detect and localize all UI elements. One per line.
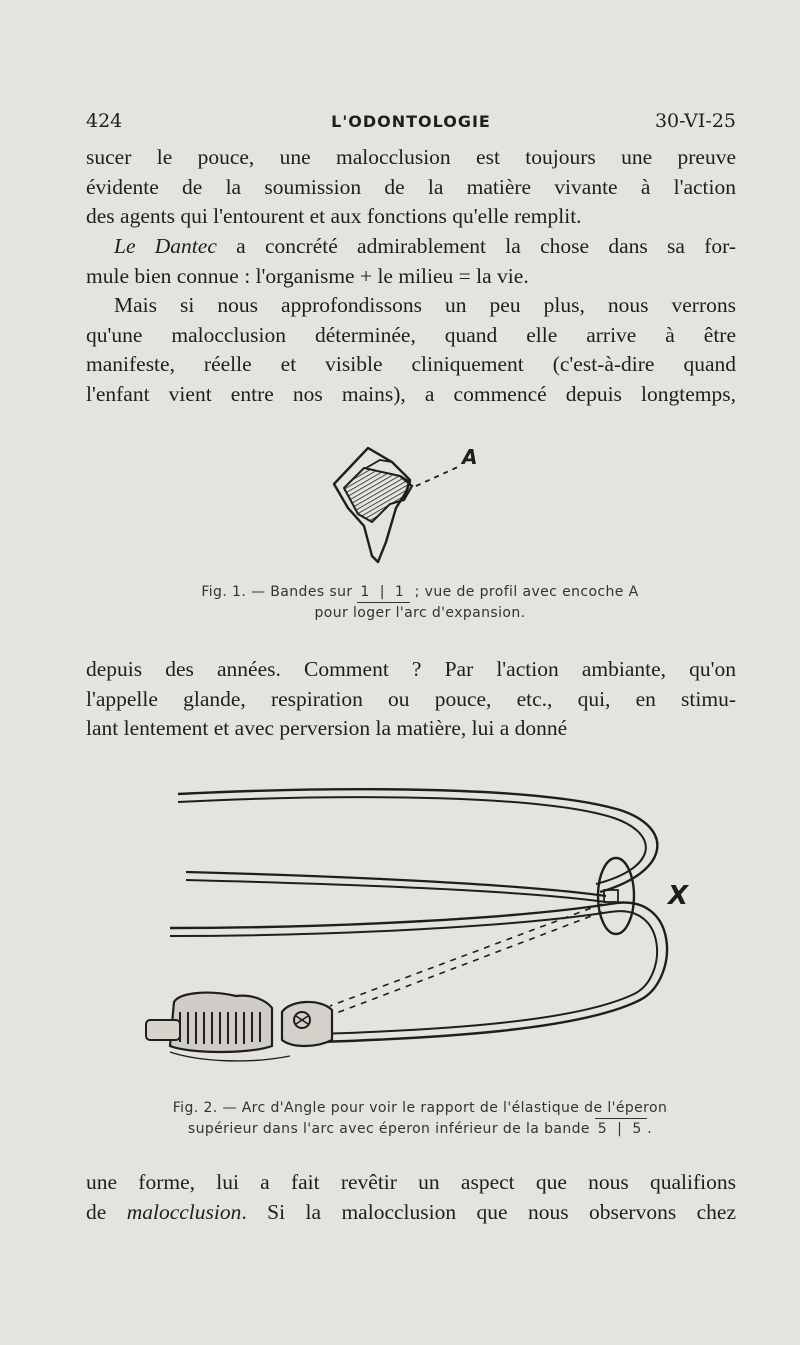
text-run: . Si la malocclusion que nous observons chez [241,1199,736,1224]
caption-line [110,1118,730,1139]
text-line: Mais si nous approfondissons un peu plus, nous verrons [114,293,736,317]
caption-line [150,582,690,603]
text-line: depuis des années. Comment ? Par l'action ambiante, qu'on [86,657,736,681]
italic-term: malocclusion [126,1199,242,1224]
text-line: sucer le pouce, une malocclusion est toujours une preuve [86,145,736,169]
figure-1-drawing [320,438,520,568]
paragraph-2 [86,232,736,291]
caption-text: Fig. 1. — Bandes sur [201,584,358,600]
figure-2-label-x: X [668,881,689,911]
running-head [86,110,736,136]
figure-2-caption [110,1098,730,1139]
text-line [86,1198,736,1228]
tooth-notation: 5 | 5 [595,1118,647,1139]
text-line: qu'une malocclusion déterminée, quand elle arrive à être [86,322,736,347]
text-run: de [86,1199,127,1224]
text-line: évidente de la soumission de la matière vivante à l'action [86,174,736,199]
text-line: des agents qui l'entourent et aux fonctions qu'elle remplit. [86,204,582,228]
paragraph-4 [86,655,736,744]
paragraph-3 [86,291,736,409]
paragraph-1 [86,143,736,232]
text-line [86,232,736,262]
text-line: l'enfant vient entre nos mains), a commencé depuis longtemps, [86,381,736,406]
text-line: lant lentement et avec perversion la matière, lui a donné [86,716,568,740]
figure-1-label-a: A [462,445,478,469]
text-line: l'appelle glande, respiration ou pouce, etc., qui, en stimu- [86,686,736,711]
caption-line: Fig. 2. — Arc d'Angle pour voir le rapport de l'élastique de l'éperon [172,1100,668,1116]
text-line: une forme, lui a fait revêtir un aspect que nous qualifions [86,1170,736,1194]
figure-2-drawing [140,780,700,1080]
text-run: a concrété admirablement la chose dans sa for- [216,234,736,258]
caption-text: supérieur dans l'arc avec éperon inférieur de la bande [187,1121,595,1137]
caption-text: ; vue de profil avec encoche A [409,584,639,600]
journal-title: L'ODONTOLOGIE [331,112,491,131]
page-number: 424 [86,110,123,132]
text-line: mule bien connue : l'organisme + le milieu = la vie. [86,263,529,288]
text-line: manifeste, réelle et visible cliniquement (c'est-à-dire quand [86,352,736,376]
issue-date: 30-VI-25 [654,110,736,132]
caption-line: pour loger l'arc d'expansion. [314,605,526,621]
tooth-notation: 1 | 1 [357,582,409,603]
caption-text: . [647,1121,653,1137]
author-name: Le Dantec [114,234,217,258]
figure-1-caption [150,582,690,623]
paragraph-5 [86,1168,736,1227]
